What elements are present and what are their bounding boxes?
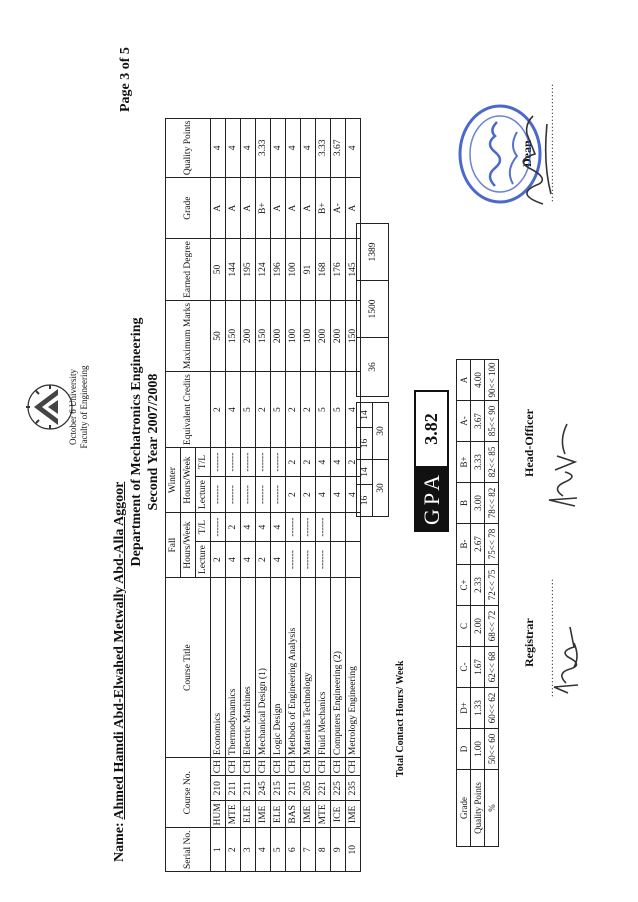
fall-lec-cell: 4 bbox=[271, 542, 286, 578]
serial-cell: 6 bbox=[286, 828, 301, 872]
grade-cell: A bbox=[241, 178, 256, 239]
winter-lec-cell: 4 bbox=[316, 477, 331, 513]
fall-lec-cell: 4 bbox=[241, 542, 256, 578]
earned-cell: 144 bbox=[226, 239, 241, 301]
dept-cell: ICE bbox=[331, 801, 346, 828]
logo-caption bbox=[68, 332, 90, 482]
scale-grade: C- bbox=[457, 647, 471, 688]
university-name: October 6 University bbox=[68, 369, 78, 445]
winter-tl-cell: 2 bbox=[346, 448, 361, 477]
winter-total: 30 bbox=[373, 403, 389, 460]
serial-cell: 2 bbox=[226, 828, 241, 872]
title-cell: Logic Design bbox=[271, 578, 286, 758]
fall-tl-cell: 2 bbox=[226, 513, 241, 542]
department-name: Department of Mechatronics Engineering bbox=[129, 317, 144, 567]
grade-cell: A- bbox=[331, 178, 346, 239]
winter-lec-cell: ------ bbox=[226, 477, 241, 513]
table-row bbox=[241, 118, 256, 871]
student-name: Ahmed Hamdi Abd-Elwahed Metwally Abd-Alla Aggoor bbox=[112, 481, 127, 820]
table-row bbox=[316, 118, 331, 871]
serial-cell: 5 bbox=[271, 828, 286, 872]
fall-lec-cell: ------ bbox=[286, 542, 301, 578]
scale-grade: B- bbox=[457, 524, 471, 565]
fall-tl-total: 14 bbox=[357, 460, 373, 485]
grade-cell: A bbox=[211, 178, 226, 239]
fall-tl-cell: ------ bbox=[286, 513, 301, 542]
num-cell: 211 bbox=[241, 776, 256, 801]
grade-cell: A bbox=[271, 178, 286, 239]
equivalent-cell: 2 bbox=[256, 372, 271, 448]
maximum-cell: 150 bbox=[256, 300, 271, 371]
grade-cell: A bbox=[226, 178, 241, 239]
winter-tl-cell: ------ bbox=[241, 448, 256, 477]
quality-cell: 4 bbox=[286, 118, 301, 178]
table-row bbox=[226, 118, 241, 871]
dept-cell: HUM bbox=[211, 801, 226, 828]
credits-totals bbox=[356, 223, 389, 397]
head-officer-signature-icon bbox=[545, 412, 581, 512]
serial-cell: 7 bbox=[301, 828, 316, 872]
gpa-label: GPA bbox=[416, 466, 447, 530]
grade-cell: A bbox=[286, 178, 301, 239]
student-name-line bbox=[112, 482, 128, 862]
ch-cell: CH bbox=[301, 758, 316, 776]
earned-cell: 196 bbox=[271, 239, 286, 301]
table-row bbox=[286, 118, 301, 871]
fall-tl-cell: 4 bbox=[271, 513, 286, 542]
earned-cell: 176 bbox=[331, 239, 346, 301]
ch-cell: CH bbox=[346, 758, 361, 776]
equivalent-cell: 2 bbox=[286, 372, 301, 448]
quality-cell: 3.33 bbox=[256, 118, 271, 178]
num-cell: 211 bbox=[226, 776, 241, 801]
table-row bbox=[271, 118, 286, 871]
winter-tl-cell: ------ bbox=[271, 448, 286, 477]
scale-points: 1.67 bbox=[471, 647, 485, 688]
earned-cell: 145 bbox=[346, 239, 361, 301]
winter-tl-cell: ------ bbox=[226, 448, 241, 477]
earned-degree-total: 1389 bbox=[357, 224, 389, 281]
maximum-cell: 50 bbox=[211, 300, 226, 371]
scale-grade: B bbox=[457, 483, 471, 524]
earned-cell: 100 bbox=[286, 239, 301, 301]
fall-lec-cell: 2 bbox=[211, 542, 226, 578]
table-row bbox=[256, 118, 271, 871]
winter-lec-cell: 4 bbox=[346, 477, 361, 513]
num-cell: 210 bbox=[211, 776, 226, 801]
winter-lecture-header: Lecture bbox=[196, 477, 211, 513]
winter-header: Winter bbox=[166, 448, 181, 513]
winter-lec-cell: 2 bbox=[286, 477, 301, 513]
winter-tl-cell: ------ bbox=[211, 448, 226, 477]
scale-percent: 68<< 72 bbox=[485, 606, 499, 647]
fall-header: Fall bbox=[166, 513, 181, 578]
serial-cell: 3 bbox=[241, 828, 256, 872]
ch-cell: CH bbox=[316, 758, 331, 776]
total-contact-label: Total Contact Hours/ Week bbox=[395, 660, 406, 777]
dept-cell: IME bbox=[256, 801, 271, 828]
fall-lec-cell bbox=[331, 542, 346, 578]
winter-lec-cell: ------ bbox=[256, 477, 271, 513]
fall-lec-cell: ------ bbox=[316, 542, 331, 578]
equivalent-credits-total: 36 bbox=[357, 338, 389, 397]
dept-cell: ELE bbox=[241, 801, 256, 828]
scale-percent: 82<< 85 bbox=[485, 442, 499, 483]
scale-percent: 72<< 75 bbox=[485, 565, 499, 606]
quality-cell: 3.33 bbox=[316, 118, 331, 178]
winter-lec-cell: 4 bbox=[331, 477, 346, 513]
page-number: Page 3 of 5 bbox=[118, 47, 133, 112]
maximum-cell: 150 bbox=[346, 300, 361, 371]
quality-cell: 4 bbox=[301, 118, 316, 178]
dept-cell: IME bbox=[346, 801, 361, 828]
scale-points: 1.00 bbox=[471, 729, 485, 770]
dean-label: Dean bbox=[520, 140, 534, 167]
equivalent-cell: 5 bbox=[331, 372, 346, 448]
scale-grade: C bbox=[457, 606, 471, 647]
head-officer-label: Head-Officer bbox=[522, 409, 536, 477]
earned-degree-header: Earned Degree bbox=[166, 239, 211, 301]
fall-lec-cell bbox=[346, 542, 361, 578]
fall-tl-cell: ------ bbox=[316, 513, 331, 542]
fall-total: 30 bbox=[373, 460, 389, 517]
scale-points: 1.33 bbox=[471, 688, 485, 729]
maximum-cell: 200 bbox=[271, 300, 286, 371]
serial-cell: 4 bbox=[256, 828, 271, 872]
num-cell: 245 bbox=[256, 776, 271, 801]
scale-percent: 85<< 90 bbox=[485, 401, 499, 442]
fall-lec-cell: 4 bbox=[226, 542, 241, 578]
winter-lec-cell: ------ bbox=[211, 477, 226, 513]
table-row bbox=[211, 118, 226, 871]
fall-lec-cell: 2 bbox=[256, 542, 271, 578]
faculty-name: Faculty of Engineering bbox=[79, 365, 89, 449]
fall-lecture-header: Lecture bbox=[196, 542, 211, 578]
num-cell: 221 bbox=[316, 776, 331, 801]
scale-grade: D bbox=[457, 729, 471, 770]
fall-tl-cell: 4 bbox=[241, 513, 256, 542]
dept-cell: ELE bbox=[271, 801, 286, 828]
fall-tl-cell: ------ bbox=[301, 513, 316, 542]
num-cell: 235 bbox=[346, 776, 361, 801]
scale-points: 3.00 bbox=[471, 483, 485, 524]
registrar-signature-line: .................................. bbox=[545, 578, 556, 697]
table-row bbox=[301, 118, 316, 871]
maximum-cell: 150 bbox=[226, 300, 241, 371]
maximum-marks-total: 1500 bbox=[357, 281, 389, 338]
ch-cell: CH bbox=[241, 758, 256, 776]
gpa-value: 3.82 bbox=[421, 413, 441, 445]
title-cell: Mechanical Design (1) bbox=[256, 578, 271, 758]
equivalent-cell: 2 bbox=[211, 372, 226, 448]
scale-grade-label: Grade bbox=[457, 770, 471, 847]
fall-tl-cell: 4 bbox=[256, 513, 271, 542]
scale-points-label: Quality Points bbox=[471, 770, 485, 847]
grade-cell: B+ bbox=[316, 178, 331, 239]
fall-tl-cell: ------ bbox=[211, 513, 226, 542]
academic-year: Second Year 2007/2008 bbox=[146, 373, 161, 511]
serial-cell: 8 bbox=[316, 828, 331, 872]
registrar-label: Registrar bbox=[522, 618, 536, 667]
course-no-header: Course No. bbox=[166, 758, 211, 828]
num-cell: 205 bbox=[301, 776, 316, 801]
num-cell: 211 bbox=[286, 776, 301, 801]
dept-cell: BAS bbox=[286, 801, 301, 828]
name-label: Name: bbox=[112, 822, 127, 862]
faculty-stamp-icon bbox=[455, 94, 560, 224]
grade-header: Grade bbox=[166, 178, 211, 239]
table-row bbox=[331, 118, 346, 871]
scale-points: 3.67 bbox=[471, 401, 485, 442]
dept-cell: MTE bbox=[226, 801, 241, 828]
quality-cell: 4 bbox=[211, 118, 226, 178]
winter-tl-cell: 2 bbox=[286, 448, 301, 477]
winter-tl-cell: 4 bbox=[331, 448, 346, 477]
scale-grade: A bbox=[457, 360, 471, 401]
dept-cell: MTE bbox=[316, 801, 331, 828]
scale-percent: 90<< 100 bbox=[485, 360, 499, 401]
scale-points: 3.33 bbox=[471, 442, 485, 483]
gpa-box bbox=[414, 390, 449, 532]
dept-cell: IME bbox=[301, 801, 316, 828]
equivalent-cell: 5 bbox=[241, 372, 256, 448]
num-cell: 215 bbox=[271, 776, 286, 801]
ch-cell: CH bbox=[211, 758, 226, 776]
scale-points: 4.00 bbox=[471, 360, 485, 401]
grade-cell: A bbox=[346, 178, 361, 239]
grade-scale-table bbox=[456, 359, 499, 847]
contact-hours-totals bbox=[356, 402, 389, 517]
equivalent-credits-header: Equivalent Credits bbox=[166, 372, 211, 448]
scale-percent: 78<< 82 bbox=[485, 483, 499, 524]
scale-percent: 75<< 78 bbox=[485, 524, 499, 565]
equivalent-cell: 5 bbox=[316, 372, 331, 448]
winter-tl-cell: ------ bbox=[256, 448, 271, 477]
title-cell: Materials Technology bbox=[301, 578, 316, 758]
serial-header: Serial No. bbox=[166, 828, 211, 872]
department-heading bbox=[128, 232, 162, 652]
maximum-marks-header: Maximum Marks bbox=[166, 300, 211, 371]
fall-lecture-total: 16 bbox=[357, 485, 373, 517]
scale-points: 2.00 bbox=[471, 606, 485, 647]
courses-table bbox=[165, 118, 361, 872]
earned-cell: 50 bbox=[211, 239, 226, 301]
quality-cell: 4 bbox=[346, 118, 361, 178]
quality-cell: 4 bbox=[271, 118, 286, 178]
winter-tl-header: T/L bbox=[196, 448, 211, 477]
winter-tl-total: 14 bbox=[357, 403, 373, 428]
maximum-cell: 100 bbox=[286, 300, 301, 371]
winter-hours-header: Hours/Week bbox=[181, 448, 196, 513]
grade-cell: B+ bbox=[256, 178, 271, 239]
equivalent-cell: 2 bbox=[301, 372, 316, 448]
grade-cell: A bbox=[301, 178, 316, 239]
num-cell: 225 bbox=[331, 776, 346, 801]
winter-lec-cell: ------ bbox=[241, 477, 256, 513]
winter-tl-cell: 2 bbox=[301, 448, 316, 477]
title-cell: Electric Machines bbox=[241, 578, 256, 758]
fall-hours-header: Hours/Week bbox=[181, 513, 196, 578]
title-cell: Methods of Engineering Analysis bbox=[286, 578, 301, 758]
maximum-cell: 200 bbox=[241, 300, 256, 371]
maximum-cell: 100 bbox=[301, 300, 316, 371]
scale-grade: A- bbox=[457, 401, 471, 442]
scale-grade: B+ bbox=[457, 442, 471, 483]
winter-lec-cell: 2 bbox=[301, 477, 316, 513]
registrar-signature-icon bbox=[548, 607, 588, 697]
equivalent-cell: 4 bbox=[346, 372, 361, 448]
title-cell: Economics bbox=[211, 578, 226, 758]
title-cell: Thermodynamics bbox=[226, 578, 241, 758]
fall-tl-cell bbox=[331, 513, 346, 542]
scale-percent: 60<< 62 bbox=[485, 688, 499, 729]
earned-cell: 195 bbox=[241, 239, 256, 301]
quality-points-header: Quality Points bbox=[166, 118, 211, 178]
scale-points: 2.33 bbox=[471, 565, 485, 606]
scale-percent-label: % bbox=[485, 770, 499, 847]
earned-cell: 124 bbox=[256, 239, 271, 301]
dean-signature-line: .................................. bbox=[545, 83, 556, 202]
fall-lec-cell: ------ bbox=[301, 542, 316, 578]
scale-points: 2.67 bbox=[471, 524, 485, 565]
ch-cell: CH bbox=[271, 758, 286, 776]
scale-percent: 62<< 68 bbox=[485, 647, 499, 688]
ch-cell: CH bbox=[331, 758, 346, 776]
winter-lecture-total: 16 bbox=[357, 428, 373, 460]
ch-cell: CH bbox=[256, 758, 271, 776]
quality-cell: 4 bbox=[241, 118, 256, 178]
maximum-cell: 200 bbox=[331, 300, 346, 371]
winter-tl-cell: 4 bbox=[316, 448, 331, 477]
fall-tl-header: T/L bbox=[196, 513, 211, 542]
serial-cell: 1 bbox=[211, 828, 226, 872]
serial-cell: 10 bbox=[346, 828, 361, 872]
maximum-cell: 200 bbox=[316, 300, 331, 371]
quality-cell: 3.67 bbox=[331, 118, 346, 178]
serial-cell: 9 bbox=[331, 828, 346, 872]
winter-lec-cell: ------ bbox=[271, 477, 286, 513]
ch-cell: CH bbox=[286, 758, 301, 776]
title-cell: Computers Engineering (2) bbox=[331, 578, 346, 758]
scale-grade: D+ bbox=[457, 688, 471, 729]
equivalent-cell: 5 bbox=[271, 372, 286, 448]
quality-cell: 4 bbox=[226, 118, 241, 178]
scale-percent: 50<< 60 bbox=[485, 729, 499, 770]
earned-cell: 91 bbox=[301, 239, 316, 301]
title-cell: Metrology Engineering bbox=[346, 578, 361, 758]
title-cell: Fluid Mechanics bbox=[316, 578, 331, 758]
scale-grade: C+ bbox=[457, 565, 471, 606]
ch-cell: CH bbox=[226, 758, 241, 776]
earned-cell: 168 bbox=[316, 239, 331, 301]
course-title-header: Course Title bbox=[166, 578, 211, 758]
equivalent-cell: 4 bbox=[226, 372, 241, 448]
